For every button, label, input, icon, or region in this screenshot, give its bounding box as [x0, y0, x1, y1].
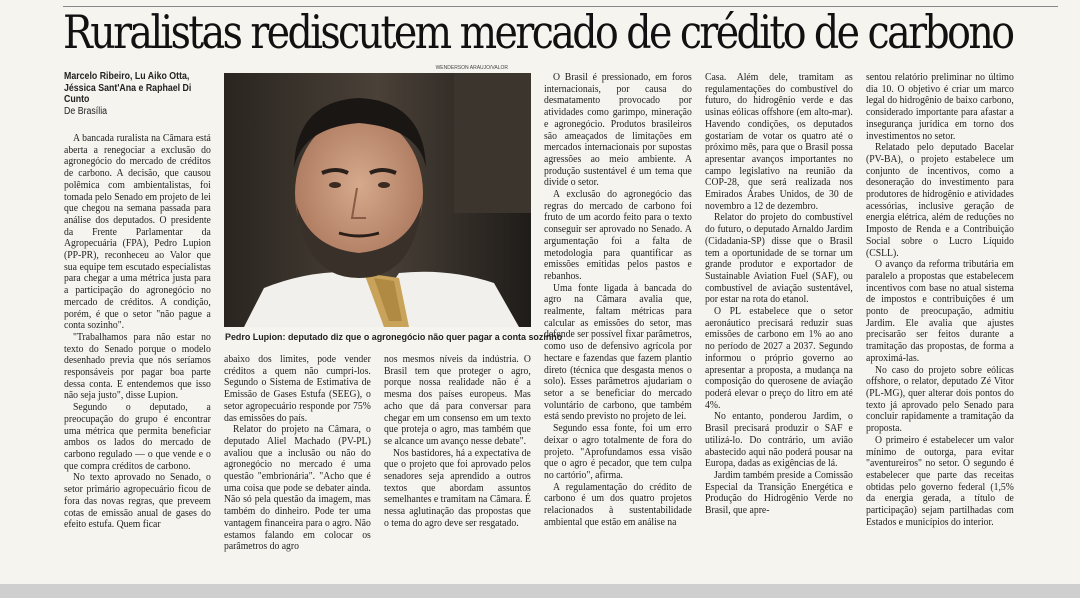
paragraph: abaixo dos limites, pode vender créditos a quem não cumpri-los. Segundo o Sistema de Estimativa de Emissão de Gases Estufa (SEEG), o setor agropecuário responde por 75% das emissões do país.	[224, 353, 371, 424]
paragraph: Segundo essa fonte, foi um erro deixar o agro totalmente de fora do projeto. "Aprofundamos essa visão que o agro é pecador, que tem culpa no cartório", afirma.	[544, 422, 692, 481]
bottom-bar	[0, 584, 1080, 598]
paragraph: A bancada ruralista na Câmara está aberta a renegociar a exclusão do agronegócio do mercado de créditos de carbono. A decisão, que causou polêmica com ambientalistas, foi tomada pelo Senado em projeto de lei que chegou na semana passada para análise dos deputados. O presidente da Frente Parlamentar da Agropecuária (FPA), Pedro Lupion (PP-PR), reconheceu ao Valor que sua equipe tem escutado especialistas para chegar a uma métrica justa para a participação do agronegócio no mercado de créditos. A condição, porém, é que o setor "não pague a conta sozinho".	[64, 132, 211, 332]
photo-caption: Pedro Lupion: deputado diz que o agronegócio não quer pagar a conta sozinho	[225, 332, 563, 342]
text-column-4	[544, 72, 692, 528]
article-photo	[224, 65, 531, 327]
paragraph: No texto aprovado no Senado, o setor primário agropecuário ficou de fora das novas regras, que preveem cotas de emissão anual de gases do efeito estufa. Quem ficar	[64, 471, 211, 531]
byline-location: De Brasília	[64, 106, 108, 118]
paragraph: Jardim também preside a Comissão Especial da Transição Energética e Produção do Hidrogênio Verde no Brasil, que apre-	[705, 468, 853, 517]
byline-authors: Marcelo Ribeiro, Lu Aiko Otta, Jéssica Sant'Ana e Raphael Di Cunto	[64, 71, 192, 106]
paragraph: sentou relatório preliminar no último dia 10. O objetivo é criar um marco legal do hidrogênio de baixo carbono, considerado importante para afastar a insegurança jurídica em torno dos investimentos no setor.	[866, 71, 1014, 142]
paragraph: No caso do projeto sobre eólicas offshore, o relator, deputado Zé Vitor (PL-MG), quer alterar dois pontos do texto já aprovado pelo Senado para concluir rapidamente a tramitação da proposta.	[866, 363, 1014, 435]
paragraph: No entanto, ponderou Jardim, o Brasil precisará produzir o SAF e utilizá-lo. Do contrário, um avião abastecido aqui não poderá pousar na Europa, dadas as exigências de lá.	[705, 410, 853, 470]
paragraph: O Brasil é pressionado, em foros internacionais, por causa do desmatamento provocado por atividades como garimpo, mineração e agronegócio. Produtos brasileiros são ameaçados de limitações em mercados internacionais por supostas agressões ao meio ambiente. A produção sustentável é um tema que divide o setor.	[544, 71, 692, 189]
paragraph: Relatado pelo deputado Bacelar (PV-BA), o projeto estabelece um conjunto de incentivos, como a desoneração do investimento para produtores de hidrogênio e atividades acessórias, inclusive geração de energia elétrica, além de reduções no Imposto de Renda e a Contribuição Social sobre o Lucro Líquido (CSLL).	[866, 141, 1014, 259]
text-column-6	[866, 72, 1014, 528]
portrait-image	[224, 73, 531, 327]
paragraph: O avanço da reforma tributária em paralelo a propostas que estabelecem incentivos com base no atual sistema de impostos e contribuições é um ponto de preocupação, admitiu Jardim. Ele avalia que ajustes precisarão ser feitos durante a tramitação das propostas, de forma a aproximá-las.	[866, 258, 1014, 364]
paragraph: Segundo o deputado, a preocupação do grupo é encontrar uma métrica que permita beneficiar ambos os lados do mercado de carbono regulado — o que vende e o que compra créditos de carbono.	[64, 401, 211, 472]
paragraph: "Trabalhamos para não estar no texto do Senado porque o modelo desenhado previa que nós seríamos responsáveis por pagar boa parte dessa conta. E entendemos que isso não seja justo", disse Lupion.	[64, 330, 211, 402]
text-column-3	[384, 354, 531, 530]
paragraph: A regulamentação do crédito de carbono é um dos quatro projetos relacionados à sustentabilidade ambiental que estão em análise na	[544, 480, 692, 528]
paragraph: Uma fonte ligada à bancada do agro na Câmara avalia que, realmente, faltam métricas para calcular as emissões do setor, mas defende ser possível fixar parâmetros, como uso de defensivo agrícola por hectare e fazendas que fazem plantio direto (técnica que desgasta menos o solo). Esses parâmetros ajudariam o setor a se beneficiar do mercado voluntário de carbono, que também está sendo previsto no projeto de lei.	[544, 281, 692, 423]
paragraph: O PL estabelece que o setor aeronáutico precisará reduzir suas emissões de carbono em 1% ao ano no período de 2027 a 2037. Segundo informou o próprio governo ao apresentar a proposta, a mudança na composição do querosene de aviação poderá elevar o preço do litro em até 4%.	[705, 305, 853, 411]
paragraph: nos mesmos níveis da indústria. O Brasil tem que proteger o agro, porque nossa realidade não é a mesma dos países europeus. Mas acho que dá para conversar para chegar em um consenso em um texto que proteja o agro, mas também que se alcance um avanço nesse debate".	[384, 353, 531, 447]
text-column-1	[64, 133, 211, 531]
paragraph: O primeiro é estabelecer um valor mínimo de outorga, para evitar "aventureiros" no setor. O segundo é estabelecer que parte das receitas obtidas pelo governo federal (1,5% da energia gerada, a título de participação) sejam partilhadas com Estados e municípios do interior.	[866, 433, 1014, 528]
byline	[64, 71, 205, 118]
text-column-5	[705, 72, 853, 517]
paragraph: Relator do projeto do combustível do futuro, o deputado Arnaldo Jardim (Cidadania-SP) disse que o Brasil tem a oportunidade de se tornar um grande produtor e exportador de Sustainable Aviation Fuel (SAF), ou combustível de aviação sustentável, por estar na rota do etanol.	[705, 211, 853, 306]
paragraph: Relator do projeto na Câmara, o deputado Aliel Machado (PV-PL) avaliou que a inclusão ou não do agronegócio no mercado é uma questão "embrionária". "Acho que é uma coisa que pode se debater ainda. Não só pela questão da imagem, mas também do dinheiro. Pode ter uma vantagem financeira para o agro. Não estamos falando em colocar os parâmetros do agro	[224, 423, 371, 553]
paragraph: Casa. Além dele, tramitam as regulamentações do combustível do futuro, do hidrogênio verde e das usinas eólicas offshore (em alto-mar). Havendo condições, os deputados gostariam de votar os quatro até o próximo mês, para que o Brasil possa apresentar avanços importantes no campo legislativo na reunião da COP-28, que será realizada nos Emirados Árabes Unidos, de 30 de novembro a 12 de dezembro.	[705, 71, 853, 212]
photo-credit: WENDERSON ARAUJO/VALOR	[435, 65, 508, 71]
paragraph: A exclusão do agronegócio das regras do mercado de carbono foi fruto de um acordo feito para o texto conseguir ser aprovado no Senado. A argumentação foi a falta de metodologia para quantificar as emissões emitidas pelos pastos e rebanhos.	[544, 188, 692, 282]
headline: Ruralistas rediscutem mercado de crédito de carbono	[63, 5, 1013, 59]
paragraph: Nos bastidores, há a expectativa de que o projeto que foi aprovado pelos senadores seja aprendido a outros textos que abordam assuntos semelhantes e tramitam na Câmara. É nessa aglutinação das propostas que o tema do agro deve ser resgatado.	[384, 446, 531, 529]
text-column-2	[224, 354, 371, 553]
